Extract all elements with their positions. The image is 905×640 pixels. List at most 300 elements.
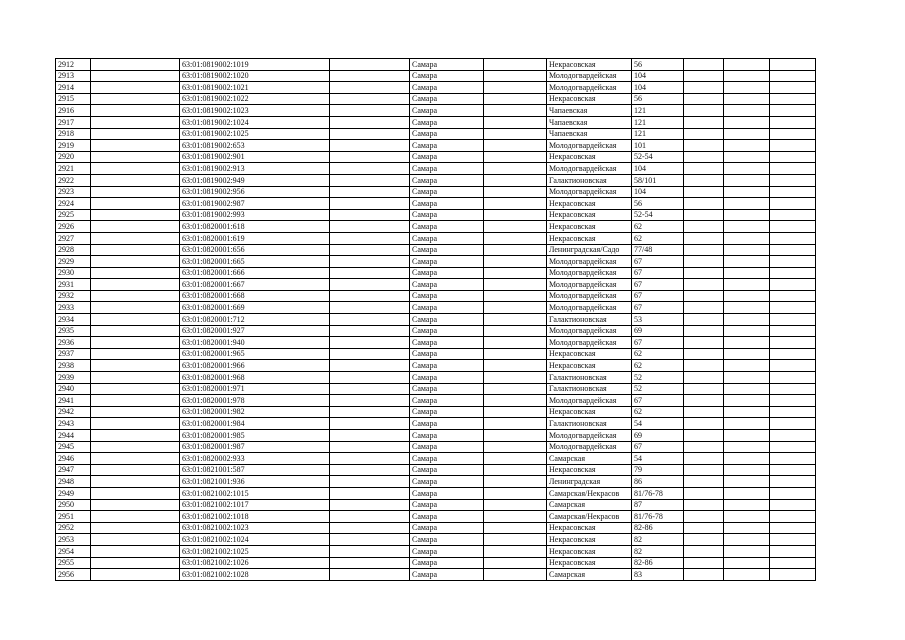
street-cell: Молодогвардейская <box>547 82 632 94</box>
city-cell: Самара <box>410 430 484 442</box>
row-number-cell: 2955 <box>56 557 91 569</box>
empty-cell <box>330 569 410 581</box>
house-number-cell: 53 <box>632 314 684 326</box>
empty-cell <box>91 174 180 186</box>
empty-cell <box>684 232 724 244</box>
empty-cell <box>330 82 410 94</box>
city-cell: Самара <box>410 325 484 337</box>
empty-cell <box>724 302 770 314</box>
empty-cell <box>484 256 547 268</box>
cadastral-number-cell: 63:01:0820001:971 <box>180 383 330 395</box>
empty-cell <box>91 116 180 128</box>
empty-cell <box>724 499 770 511</box>
row-number-cell: 2937 <box>56 348 91 360</box>
empty-cell <box>330 534 410 546</box>
empty-cell <box>484 59 547 71</box>
house-number-cell: 69 <box>632 325 684 337</box>
empty-cell <box>684 383 724 395</box>
street-cell: Галактионовская <box>547 372 632 384</box>
row-number-cell: 2943 <box>56 418 91 430</box>
row-number-cell: 2914 <box>56 82 91 94</box>
city-cell: Самара <box>410 348 484 360</box>
empty-cell <box>684 360 724 372</box>
empty-cell <box>330 360 410 372</box>
empty-cell <box>770 140 816 152</box>
empty-cell <box>684 545 724 557</box>
row-number-cell: 2935 <box>56 325 91 337</box>
empty-cell <box>91 70 180 82</box>
table-row <box>56 59 816 71</box>
empty-cell <box>724 163 770 175</box>
empty-cell <box>770 279 816 291</box>
empty-cell <box>91 522 180 534</box>
row-number-cell: 2931 <box>56 279 91 291</box>
street-cell: Молодогвардейская <box>547 430 632 442</box>
table-row <box>56 383 816 395</box>
empty-cell <box>330 418 410 430</box>
table-row <box>56 232 816 244</box>
empty-cell <box>684 256 724 268</box>
city-cell: Самара <box>410 383 484 395</box>
city-cell: Самара <box>410 232 484 244</box>
empty-cell <box>770 198 816 210</box>
empty-cell <box>484 337 547 349</box>
house-number-cell: 67 <box>632 256 684 268</box>
street-cell: Молодогвардейская <box>547 395 632 407</box>
empty-cell <box>724 151 770 163</box>
street-cell: Чапаевская <box>547 105 632 117</box>
empty-cell <box>91 372 180 384</box>
row-number-cell: 2953 <box>56 534 91 546</box>
city-cell: Самара <box>410 244 484 256</box>
empty-cell <box>684 163 724 175</box>
empty-cell <box>724 232 770 244</box>
empty-cell <box>684 557 724 569</box>
street-cell: Галактионовская <box>547 174 632 186</box>
house-number-cell: 104 <box>632 82 684 94</box>
empty-cell <box>484 348 547 360</box>
empty-cell <box>770 221 816 233</box>
row-number-cell: 2949 <box>56 487 91 499</box>
city-cell: Самара <box>410 116 484 128</box>
empty-cell <box>484 545 547 557</box>
empty-cell <box>91 545 180 557</box>
empty-cell <box>684 372 724 384</box>
empty-cell <box>770 128 816 140</box>
table-row <box>56 325 816 337</box>
cadastral-number-cell: 63:01:0819002:913 <box>180 163 330 175</box>
empty-cell <box>330 476 410 488</box>
empty-cell <box>91 453 180 465</box>
empty-cell <box>724 59 770 71</box>
cadastral-number-cell: 63:01:0820002:933 <box>180 453 330 465</box>
row-number-cell: 2933 <box>56 302 91 314</box>
empty-cell <box>770 441 816 453</box>
street-cell: Молодогвардейская <box>547 279 632 291</box>
house-number-cell: 52 <box>632 383 684 395</box>
house-number-cell: 86 <box>632 476 684 488</box>
cadastral-number-cell: 63:01:0820001:669 <box>180 302 330 314</box>
empty-cell <box>330 128 410 140</box>
empty-cell <box>91 244 180 256</box>
empty-cell <box>684 395 724 407</box>
empty-cell <box>724 360 770 372</box>
empty-cell <box>770 372 816 384</box>
table-row <box>56 337 816 349</box>
empty-cell <box>484 82 547 94</box>
row-number-cell: 2950 <box>56 499 91 511</box>
cadastral-number-cell: 63:01:0819002:1019 <box>180 59 330 71</box>
city-cell: Самара <box>410 290 484 302</box>
street-cell: Некрасовская <box>547 348 632 360</box>
street-cell: Молодогвардейская <box>547 302 632 314</box>
empty-cell <box>684 314 724 326</box>
city-cell: Самара <box>410 406 484 418</box>
empty-cell <box>330 140 410 152</box>
empty-cell <box>484 290 547 302</box>
empty-cell <box>724 487 770 499</box>
empty-cell <box>724 267 770 279</box>
street-cell: Некрасовская <box>547 406 632 418</box>
empty-cell <box>91 59 180 71</box>
house-number-cell: 62 <box>632 360 684 372</box>
table-row <box>56 499 816 511</box>
empty-cell <box>770 93 816 105</box>
empty-cell <box>770 302 816 314</box>
empty-cell <box>770 522 816 534</box>
empty-cell <box>91 128 180 140</box>
empty-cell <box>684 209 724 221</box>
house-number-cell: 52 <box>632 372 684 384</box>
row-number-cell: 2941 <box>56 395 91 407</box>
city-cell: Самара <box>410 464 484 476</box>
empty-cell <box>330 244 410 256</box>
city-cell: Самара <box>410 93 484 105</box>
empty-cell <box>684 290 724 302</box>
city-cell: Самара <box>410 140 484 152</box>
empty-cell <box>330 59 410 71</box>
empty-cell <box>484 279 547 291</box>
cadastral-number-cell: 63:01:0820001:978 <box>180 395 330 407</box>
empty-cell <box>724 348 770 360</box>
row-number-cell: 2925 <box>56 209 91 221</box>
empty-cell <box>770 105 816 117</box>
street-cell: Молодогвардейская <box>547 337 632 349</box>
row-number-cell: 2930 <box>56 267 91 279</box>
empty-cell <box>484 325 547 337</box>
row-number-cell: 2951 <box>56 511 91 523</box>
street-cell: Самарская <box>547 569 632 581</box>
cadastral-number-cell: 63:01:0821002:1018 <box>180 511 330 523</box>
cadastral-number-cell: 63:01:0819002:1025 <box>180 128 330 140</box>
empty-cell <box>770 337 816 349</box>
city-cell: Самара <box>410 557 484 569</box>
empty-cell <box>484 372 547 384</box>
empty-cell <box>770 453 816 465</box>
empty-cell <box>330 441 410 453</box>
empty-cell <box>770 70 816 82</box>
row-number-cell: 2916 <box>56 105 91 117</box>
house-number-cell: 67 <box>632 279 684 291</box>
table-body <box>56 59 816 581</box>
cadastral-number-cell: 63:01:0820001:666 <box>180 267 330 279</box>
table-row <box>56 464 816 476</box>
cadastral-number-cell: 63:01:0821002:1024 <box>180 534 330 546</box>
empty-cell <box>724 198 770 210</box>
empty-cell <box>770 476 816 488</box>
empty-cell <box>91 93 180 105</box>
street-cell: Некрасовская <box>547 464 632 476</box>
house-number-cell: 83 <box>632 569 684 581</box>
house-number-cell: 121 <box>632 128 684 140</box>
city-cell: Самара <box>410 476 484 488</box>
empty-cell <box>484 511 547 523</box>
row-number-cell: 2921 <box>56 163 91 175</box>
table-row <box>56 511 816 523</box>
table-row <box>56 140 816 152</box>
empty-cell <box>684 418 724 430</box>
empty-cell <box>330 337 410 349</box>
empty-cell <box>684 464 724 476</box>
empty-cell <box>484 302 547 314</box>
empty-cell <box>91 441 180 453</box>
empty-cell <box>484 221 547 233</box>
row-number-cell: 2934 <box>56 314 91 326</box>
empty-cell <box>770 348 816 360</box>
city-cell: Самара <box>410 511 484 523</box>
empty-cell <box>724 430 770 442</box>
empty-cell <box>724 82 770 94</box>
empty-cell <box>770 209 816 221</box>
street-cell: Молодогвардейская <box>547 256 632 268</box>
empty-cell <box>770 360 816 372</box>
city-cell: Самара <box>410 314 484 326</box>
empty-cell <box>684 186 724 198</box>
city-cell: Самара <box>410 534 484 546</box>
empty-cell <box>724 279 770 291</box>
house-number-cell: 104 <box>632 186 684 198</box>
empty-cell <box>484 406 547 418</box>
empty-cell <box>484 557 547 569</box>
row-number-cell: 2932 <box>56 290 91 302</box>
row-number-cell: 2956 <box>56 569 91 581</box>
empty-cell <box>330 256 410 268</box>
empty-cell <box>91 511 180 523</box>
cadastral-number-cell: 63:01:0821002:1026 <box>180 557 330 569</box>
empty-cell <box>330 325 410 337</box>
empty-cell <box>684 105 724 117</box>
empty-cell <box>330 314 410 326</box>
street-cell: Молодогвардейская <box>547 290 632 302</box>
data-table <box>55 58 816 581</box>
table-row <box>56 151 816 163</box>
empty-cell <box>330 232 410 244</box>
empty-cell <box>724 418 770 430</box>
empty-cell <box>770 163 816 175</box>
empty-cell <box>770 314 816 326</box>
empty-cell <box>91 105 180 117</box>
table-row <box>56 256 816 268</box>
house-number-cell: 58/101 <box>632 174 684 186</box>
city-cell: Самара <box>410 395 484 407</box>
empty-cell <box>684 406 724 418</box>
row-number-cell: 2923 <box>56 186 91 198</box>
empty-cell <box>724 244 770 256</box>
table-row <box>56 360 816 372</box>
table-row <box>56 267 816 279</box>
cadastral-number-cell: 63:01:0820001:712 <box>180 314 330 326</box>
cadastral-number-cell: 63:01:0820001:927 <box>180 325 330 337</box>
empty-cell <box>91 267 180 279</box>
empty-cell <box>330 163 410 175</box>
empty-cell <box>724 314 770 326</box>
house-number-cell: 104 <box>632 163 684 175</box>
empty-cell <box>91 221 180 233</box>
empty-cell <box>91 256 180 268</box>
empty-cell <box>91 569 180 581</box>
empty-cell <box>684 244 724 256</box>
empty-cell <box>484 430 547 442</box>
house-number-cell: 54 <box>632 453 684 465</box>
house-number-cell: 79 <box>632 464 684 476</box>
empty-cell <box>770 395 816 407</box>
empty-cell <box>91 290 180 302</box>
empty-cell <box>484 174 547 186</box>
cadastral-number-cell: 63:01:0821002:1017 <box>180 499 330 511</box>
street-cell: Молодогвардейская <box>547 140 632 152</box>
row-number-cell: 2946 <box>56 453 91 465</box>
empty-cell <box>684 59 724 71</box>
table-row <box>56 116 816 128</box>
empty-cell <box>91 430 180 442</box>
empty-cell <box>684 534 724 546</box>
empty-cell <box>330 522 410 534</box>
table-row <box>56 476 816 488</box>
street-cell: Некрасовская <box>547 198 632 210</box>
empty-cell <box>330 151 410 163</box>
empty-cell <box>91 151 180 163</box>
empty-cell <box>484 163 547 175</box>
row-number-cell: 2917 <box>56 116 91 128</box>
street-cell: Галактионовская <box>547 314 632 326</box>
empty-cell <box>91 464 180 476</box>
empty-cell <box>724 221 770 233</box>
house-number-cell: 56 <box>632 93 684 105</box>
cadastral-number-cell: 63:01:0819002:993 <box>180 209 330 221</box>
empty-cell <box>484 314 547 326</box>
table-row <box>56 209 816 221</box>
empty-cell <box>330 464 410 476</box>
cadastral-number-cell: 63:01:0821002:1023 <box>180 522 330 534</box>
house-number-cell: 121 <box>632 116 684 128</box>
empty-cell <box>770 499 816 511</box>
empty-cell <box>91 314 180 326</box>
empty-cell <box>684 279 724 291</box>
row-number-cell: 2944 <box>56 430 91 442</box>
street-cell: Некрасовская <box>547 557 632 569</box>
empty-cell <box>330 383 410 395</box>
empty-cell <box>330 267 410 279</box>
table-row <box>56 545 816 557</box>
empty-cell <box>770 534 816 546</box>
empty-cell <box>330 302 410 314</box>
empty-cell <box>91 198 180 210</box>
empty-cell <box>330 511 410 523</box>
table-row <box>56 453 816 465</box>
empty-cell <box>770 186 816 198</box>
empty-cell <box>330 198 410 210</box>
empty-cell <box>330 406 410 418</box>
empty-cell <box>330 348 410 360</box>
table-row <box>56 186 816 198</box>
empty-cell <box>770 116 816 128</box>
empty-cell <box>484 476 547 488</box>
city-cell: Самара <box>410 418 484 430</box>
empty-cell <box>91 348 180 360</box>
empty-cell <box>330 279 410 291</box>
empty-cell <box>724 557 770 569</box>
empty-cell <box>724 372 770 384</box>
cadastral-number-cell: 63:01:0820001:982 <box>180 406 330 418</box>
empty-cell <box>724 290 770 302</box>
cadastral-number-cell: 63:01:0819002:1024 <box>180 116 330 128</box>
empty-cell <box>770 430 816 442</box>
empty-cell <box>770 406 816 418</box>
row-number-cell: 2948 <box>56 476 91 488</box>
house-number-cell: 52-54 <box>632 151 684 163</box>
empty-cell <box>724 453 770 465</box>
table-row <box>56 174 816 186</box>
city-cell: Самара <box>410 360 484 372</box>
empty-cell <box>724 545 770 557</box>
house-number-cell: 67 <box>632 441 684 453</box>
row-number-cell: 2936 <box>56 337 91 349</box>
empty-cell <box>684 487 724 499</box>
empty-cell <box>684 128 724 140</box>
empty-cell <box>484 522 547 534</box>
empty-cell <box>484 441 547 453</box>
empty-cell <box>330 70 410 82</box>
empty-cell <box>91 534 180 546</box>
empty-cell <box>684 267 724 279</box>
empty-cell <box>724 511 770 523</box>
empty-cell <box>91 383 180 395</box>
house-number-cell: 87 <box>632 499 684 511</box>
table-row <box>56 221 816 233</box>
empty-cell <box>330 290 410 302</box>
city-cell: Самара <box>410 105 484 117</box>
street-cell: Некрасовская <box>547 221 632 233</box>
cadastral-number-cell: 63:01:0820001:985 <box>180 430 330 442</box>
cadastral-number-cell: 63:01:0820001:965 <box>180 348 330 360</box>
cadastral-number-cell: 63:01:0819002:1023 <box>180 105 330 117</box>
city-cell: Самара <box>410 453 484 465</box>
house-number-cell: 67 <box>632 267 684 279</box>
empty-cell <box>770 464 816 476</box>
street-cell: Некрасовская <box>547 360 632 372</box>
empty-cell <box>330 221 410 233</box>
empty-cell <box>484 140 547 152</box>
empty-cell <box>330 105 410 117</box>
empty-cell <box>484 464 547 476</box>
cadastral-number-cell: 63:01:0820001:668 <box>180 290 330 302</box>
empty-cell <box>91 487 180 499</box>
empty-cell <box>724 395 770 407</box>
table-row <box>56 348 816 360</box>
cadastral-number-cell: 63:01:0821002:1015 <box>180 487 330 499</box>
table-row <box>56 290 816 302</box>
city-cell: Самара <box>410 267 484 279</box>
